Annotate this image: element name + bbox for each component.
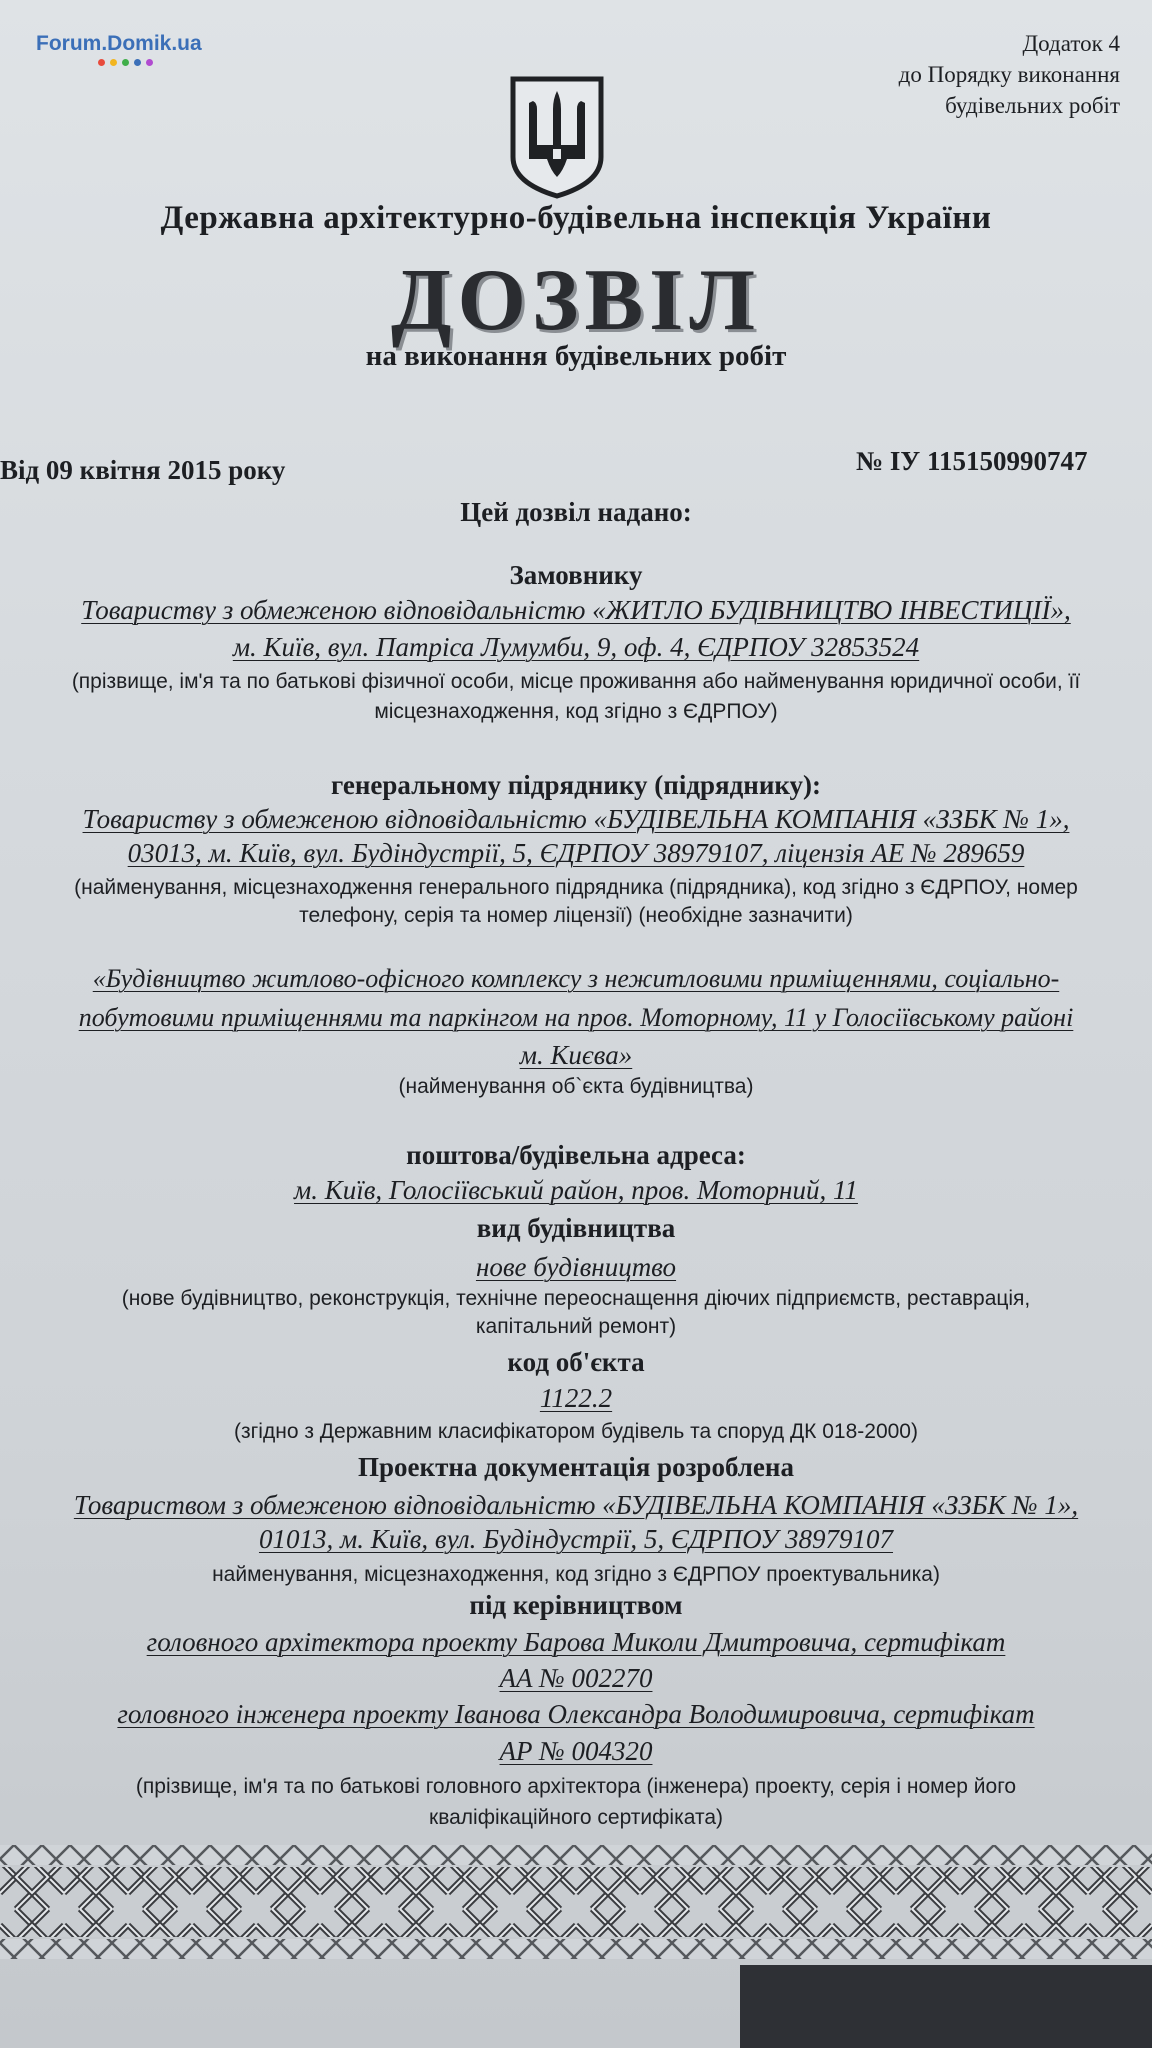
construction-type-value: нове будівництво [475, 1252, 677, 1282]
design-line: Товариством з обмеженою відповідальністю «БУДІВЕЛЬНА КОМПАНІЯ «ЗЗБК № 1», [73, 1490, 1079, 1520]
construction-type-hint: (нове будівництво, реконструкція, технічне переоснащення діючих підприємств, реставрація, [121, 1287, 1031, 1310]
supervision-line: головного архітектора проекту Барова Миколи Дмитровича, сертифікат [146, 1627, 1006, 1657]
contractor-line: Товариству з обмеженою відповідальністю «БУДІВЕЛЬНА КОМПАНІЯ «ЗЗБК № 1», [82, 804, 1070, 834]
permit-number: № ІУ 115150990747 [856, 446, 1088, 476]
contractor-heading: генеральному підряднику (підряднику): [330, 770, 822, 800]
background-shadow [740, 1965, 1152, 2048]
document-purpose: на виконання будівельних робіт [365, 340, 787, 372]
customer-line: м. Київ, вул. Патріса Лумумби, 9, оф. 4, ЄДРПОУ 32853524 [232, 632, 920, 662]
design-hint: найменування, місцезнаходження, код згідно з ЄДРПОУ проектувальника) [212, 1563, 940, 1586]
customer-line: Товариству з обмеженою відповідальністю «ЖИТЛО БУДІВНИЦТВО ІНВЕСТИЦІЇ», [81, 595, 1071, 625]
contractor-line: 03013, м. Київ, вул. Будіндустрії, 5, ЄДРПОУ 38979107, ліцензія АЕ № 289659 [127, 838, 1025, 868]
object-code-hint: (згідно з Державним класифікатором будівель та споруд ДК 018-2000) [234, 1420, 918, 1443]
supervision-line: головного інженера проекту Іванова Олександра Володимировича, сертифікат [117, 1699, 1035, 1729]
object-hint: (найменування об`єкта будівництва) [398, 1075, 754, 1098]
contractor-hint: (найменування, місцезнаходження генерального підрядника (підрядника), код згідно з ЄДРПОУ, номер [74, 876, 1078, 899]
object-line: «Будівництво житлово-офісного комплексу з нежитловими приміщеннями, соціально- [92, 964, 1060, 993]
customer-heading: Замовнику [509, 560, 643, 590]
object-code-heading: код об'єкта [507, 1347, 645, 1377]
customer-hint: місцезнаходження, код згідно з ЄДРПОУ) [374, 700, 778, 723]
supervision-hint: кваліфікаційного сертифіката) [429, 1806, 723, 1829]
address-value: м. Київ, Голосіївський район, пров. Моторний, 11 [294, 1175, 858, 1205]
object-code-value: 1122.2 [539, 1383, 613, 1413]
design-heading: Проектна документація розроблена [358, 1452, 794, 1482]
object-line: м. Києва» [519, 1040, 633, 1070]
celtic-knot-ornament [0, 1845, 1152, 1985]
trident-icon [507, 75, 607, 200]
annex-line: Додаток 4 [1022, 31, 1120, 56]
annex-line: до Порядку виконання [898, 62, 1120, 87]
intro-text: Цей дозвіл надано: [460, 497, 692, 527]
supervision-heading: під керівництвом [469, 1590, 683, 1620]
issue-date: Від 09 квітня 2015 року [0, 455, 286, 485]
object-line: побутовими приміщеннями та паркінгом на пров. Моторному, 11 у Голосіївському районі [78, 1003, 1074, 1032]
construction-type-heading: вид будівництва [476, 1213, 676, 1243]
annex-note [820, 28, 1120, 121]
supervision-line: АА № 002270 [499, 1663, 653, 1693]
agency-name: Державна архітектурно-будівельна інспекція України [160, 200, 992, 236]
address-heading: поштова/будівельна адреса: [406, 1140, 746, 1170]
watermark-logo: Forum.Domik.ua [36, 32, 202, 55]
supervision-line: АР № 004320 [499, 1736, 653, 1766]
design-line: 01013, м. Київ, вул. Будіндустрії, 5, ЄДРПОУ 38979107 [258, 1524, 894, 1554]
document-title: ДОЗВІЛ [391, 252, 761, 349]
customer-hint: (прізвище, ім'я та по батькові фізичної особи, місце проживання або найменування юридичної особи, її [71, 670, 1081, 693]
supervision-hint: (прізвище, ім'я та по батькові головного архітектора (інженера) проекту, серія і номер його [135, 1775, 1017, 1798]
construction-type-hint: капітальний ремонт) [475, 1315, 677, 1338]
contractor-hint: телефону, серія та номер ліцензії) (необхідне зазначити) [299, 904, 853, 927]
watermark-dots [98, 58, 158, 69]
annex-line: будівельних робіт [945, 93, 1120, 118]
